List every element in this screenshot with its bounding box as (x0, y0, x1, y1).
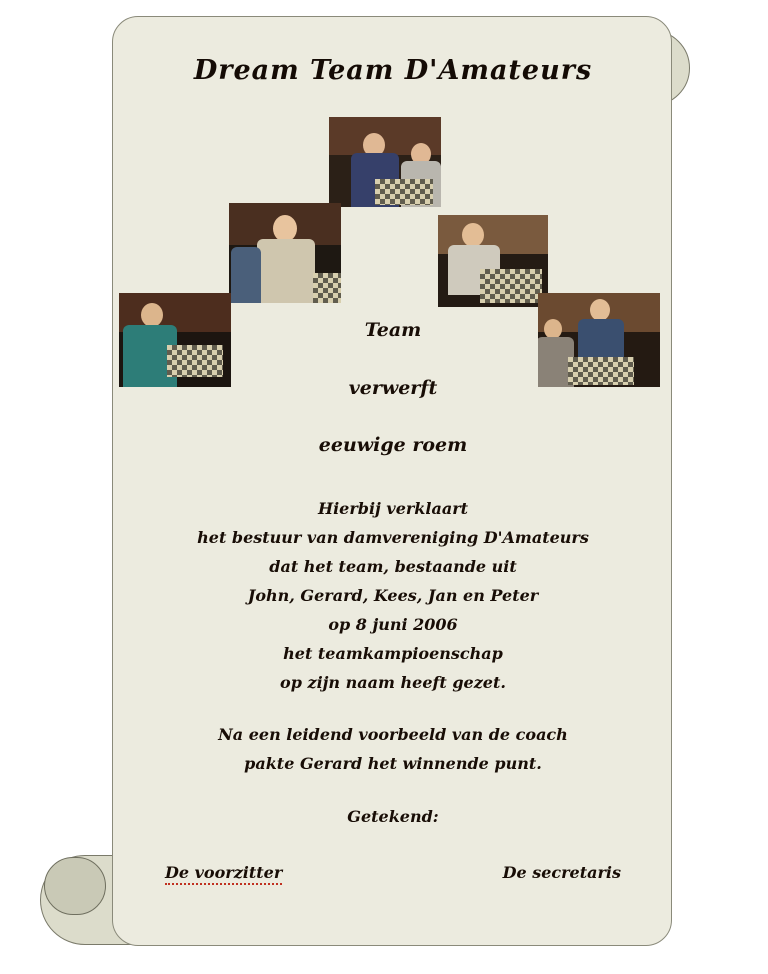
parchment-body (112, 16, 672, 946)
photo-midright (438, 215, 548, 307)
coach-line-1: pakte Gerard het winnende punt. (244, 754, 542, 773)
body-line-1: het bestuur van damvereniging D'Amateurs (197, 528, 589, 547)
body-line-6: op zijn naam heeft gezet. (280, 673, 506, 692)
heading-line-0: Team (364, 319, 422, 341)
photo-top (329, 117, 441, 207)
body-line-3: John, Gerard, Kees, Jan en Peter (247, 586, 539, 605)
body-line-2: dat het team, bestaande uit (269, 557, 517, 576)
body-line-5: het teamkampioenschap (283, 644, 503, 663)
signature-right: De secretaris (502, 863, 621, 882)
heading-line-2: eeuwige roem (318, 434, 468, 456)
heading-line-1: verwerft (348, 377, 438, 399)
signature-left: De voorzitter (165, 863, 282, 885)
page-title: Dream Team D'Amateurs (193, 55, 593, 86)
scroll-curl-bottom-knob (44, 857, 106, 915)
signed-label: Getekend: (347, 807, 439, 826)
body-line-4: op 8 juni 2006 (328, 615, 458, 634)
photo-midleft (229, 203, 341, 303)
signature-row (113, 863, 672, 885)
coach-line-0: Na een leidend voorbeeld van de coach (218, 725, 568, 744)
body-line-0: Hierbij verklaart (317, 499, 469, 518)
